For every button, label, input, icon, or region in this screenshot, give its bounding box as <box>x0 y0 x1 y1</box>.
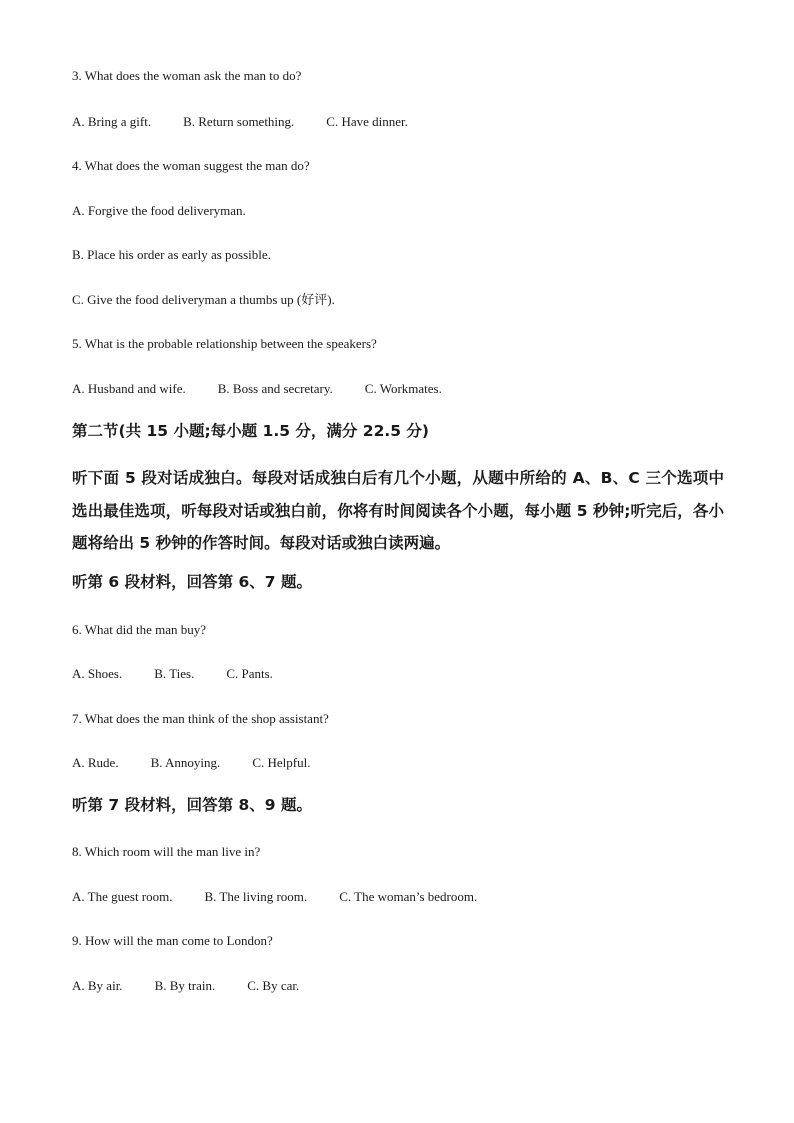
material-heading-7: 听第 7 段材料，回答第 8、9 题。 <box>72 796 312 814</box>
question-4-option-c: C. Give the food deliveryman a thumbs up (好评). <box>72 292 335 307</box>
question-4: 4. What does the woman suggest the man do? <box>72 158 310 173</box>
question-4-option-a: A. Forgive the food deliveryman. <box>72 203 246 218</box>
option-c: C. Helpful. <box>252 755 311 770</box>
question-7-options <box>72 756 310 769</box>
option-c: C. Pants. <box>226 666 273 681</box>
option-c: C. The woman’s bedroom. <box>339 889 478 904</box>
question-5: 5. What is the probable relationship between the speakers? <box>72 336 377 351</box>
option-a: A. By air. <box>72 978 123 993</box>
option-c: C. Have dinner. <box>326 114 408 129</box>
option-a: A. Rude. <box>72 755 119 770</box>
option-a: A. Bring a gift. <box>72 114 152 129</box>
option-b: B. The living room. <box>204 889 308 904</box>
option-b: B. By train. <box>154 978 216 993</box>
question-9-options <box>72 979 299 992</box>
question-4-option-b: B. Place his order as early as possible. <box>72 247 271 262</box>
question-3: 3. What does the woman ask the man to do? <box>72 68 302 83</box>
material-heading-6: 听第 6 段材料，回答第 6、7 题。 <box>72 573 312 591</box>
option-c: C. By car. <box>247 978 300 993</box>
question-6-options <box>72 667 273 680</box>
question-3-options <box>72 115 408 128</box>
question-6: 6. What did the man buy? <box>72 622 207 637</box>
section-heading: 第二节(共 15 小题;每小题 1.5 分，满分 22.5 分) <box>72 422 430 440</box>
option-c: C. Workmates. <box>364 381 442 396</box>
question-5-options <box>72 382 442 395</box>
option-b: B. Annoying. <box>150 755 221 770</box>
question-8: 8. Which room will the man live in? <box>72 844 261 859</box>
option-b: B. Return something. <box>183 114 295 129</box>
question-7: 7. What does the man think of the shop assistant? <box>72 711 329 726</box>
question-9: 9. How will the man come to London? <box>72 933 273 948</box>
option-b: B. Ties. <box>154 666 195 681</box>
option-a: A. Shoes. <box>72 666 123 681</box>
option-a: A. Husband and wife. <box>72 381 186 396</box>
option-a: A. The guest room. <box>72 889 173 904</box>
question-8-options <box>72 890 477 903</box>
option-b: B. Boss and secretary. <box>217 381 333 396</box>
section-instructions: 听下面 5 段对话成独白。每段对话成独白后有几个小题，从题中所给的 A、B、C 三个选项中选出最佳选项，听每段对话或独白前，你将有时间阅读各个小题，每小题 5 秒钟;听完后，各小题将给出 5 秒钟的作答时间。每段对话或独白读两遍。 <box>72 469 724 552</box>
